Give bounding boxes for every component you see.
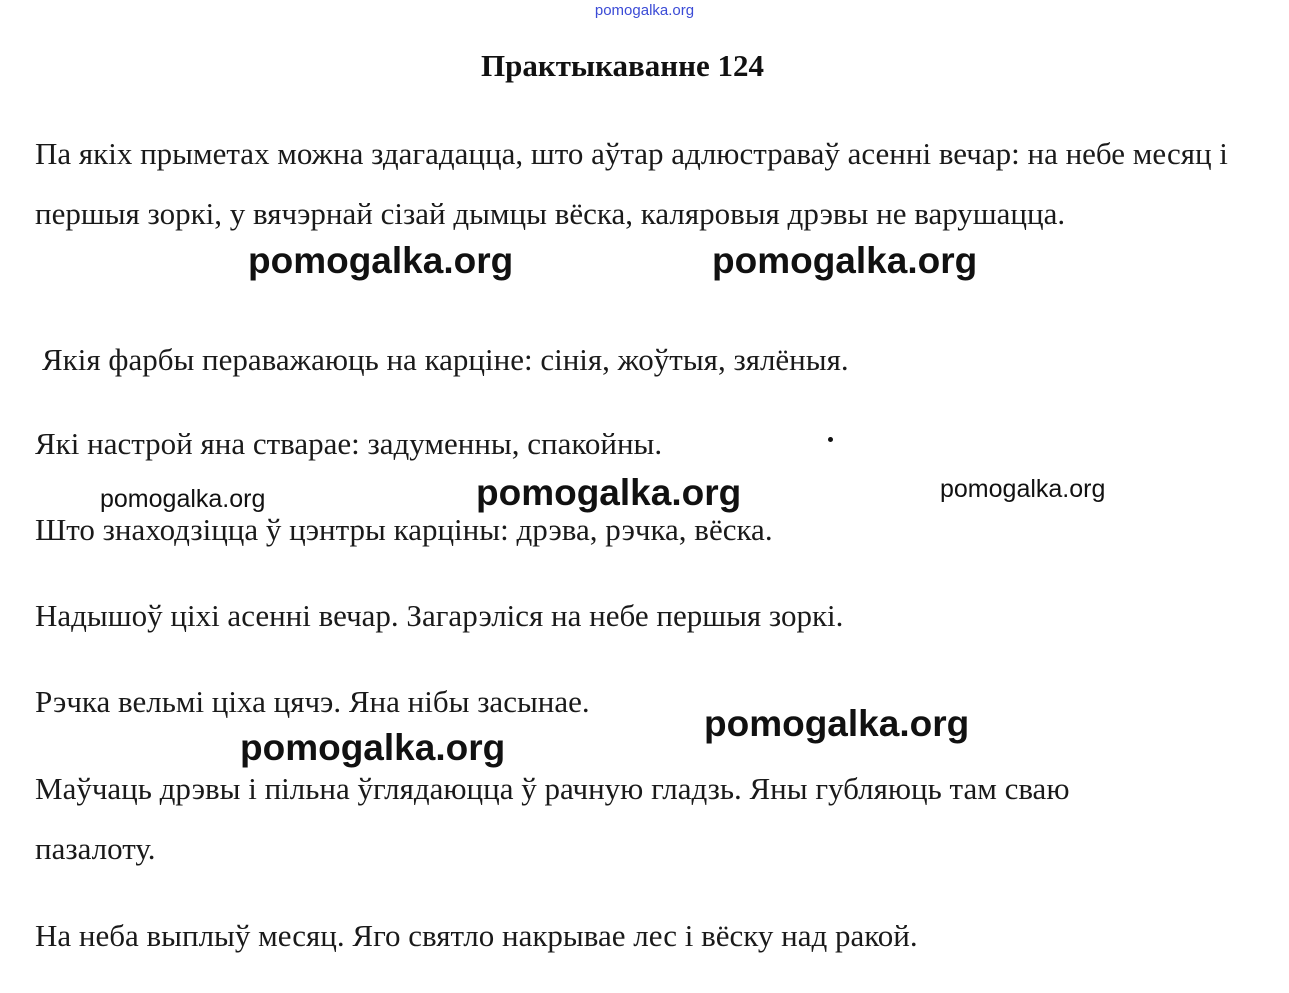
watermark: pomogalka.org [240, 727, 506, 768]
watermark: pomogalka.org [248, 240, 514, 281]
watermark: pomogalka.org [704, 703, 970, 744]
paragraph-evening: Надышоў ціхі асенні вечар. Загарэліся на небе першыя зоркі. [35, 598, 844, 633]
site-watermark-top: pomogalka.org [594, 2, 695, 19]
paragraph-trees: Маўчаць дрэвы і пільна ўглядаюцца ў рачную гладзь. Яны губляюць там сваю пазалоту. [35, 771, 1070, 866]
watermark: pomogalka.org [712, 240, 978, 281]
paragraph-moon: На неба выплыў месяц. Яго святло накрывае лес і вёску над ракой. [35, 918, 918, 953]
watermark: pomogalka.org [940, 475, 1106, 503]
watermark: pomogalka.org [476, 472, 742, 513]
watermark: pomogalka.org [100, 485, 266, 513]
paragraph-mood: Які настрой яна стварае: задуменны, спакойны. [35, 426, 663, 461]
paragraph-colors: Якія фарбы пераважаюць на карціне: сінія, жоўтыя, зялёныя. [42, 342, 849, 377]
paragraph-question-signs: Па якіх прыметах можна здагадацца, што аўтар адлюстраваў асенні вечар: на небе месяц і першыя зоркі, у вячэрнай сізай дымцы вёска, каляровыя дрэвы не варушацца. [35, 136, 1228, 231]
paragraph-center: Што знаходзіцца ў цэнтры карціны: дрэва, рэчка, вёска. [35, 512, 773, 547]
paragraph-river: Рэчка вельмі ціха цячэ. Яна нібы засынае. [35, 684, 590, 719]
stray-dot [828, 437, 833, 442]
page-title: Практыкаванне 124 [480, 48, 764, 83]
